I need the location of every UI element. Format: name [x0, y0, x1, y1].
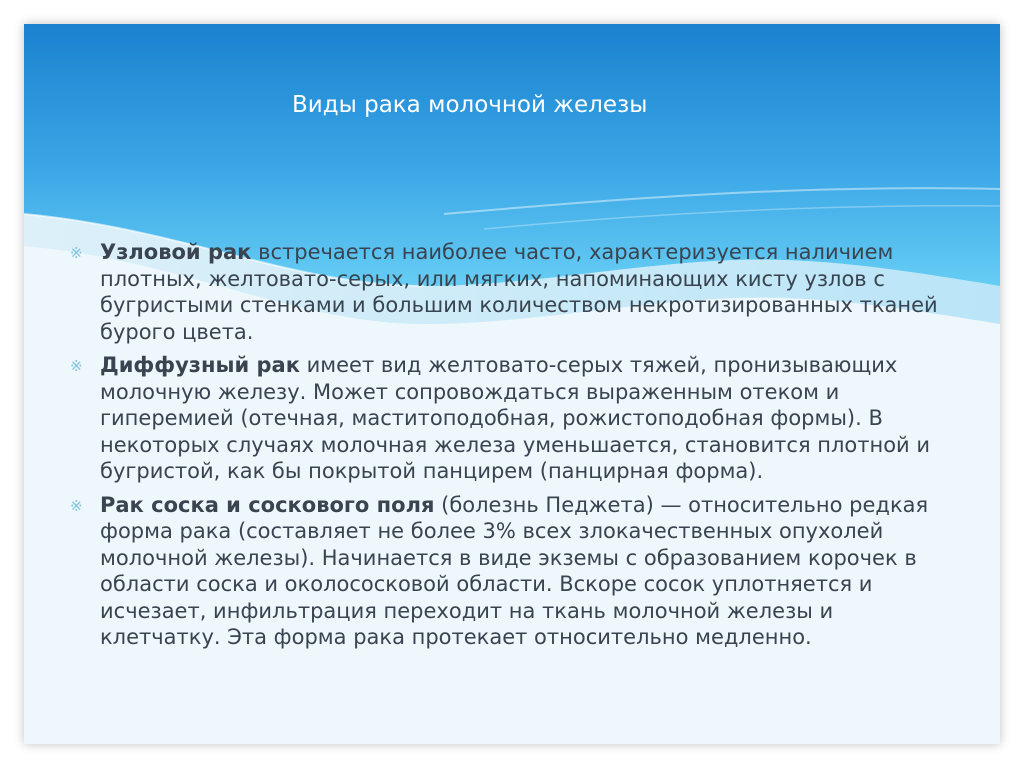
- asterism-bullet-icon: ※: [70, 496, 83, 515]
- bullet-list: [70, 239, 950, 658]
- asterism-bullet-icon: ※: [70, 357, 83, 375]
- bullet-item: [70, 352, 950, 485]
- bullet-term: Рак соска и соскового поля: [100, 492, 435, 517]
- bullet-text: встречается наиболее часто, характеризуется наличием плотных, желтовато-серых, или мягких, напоминающих кисту узлов с бугристыми стенками и большим количеством некротизированных тканей бурого цвета.: [100, 240, 938, 344]
- bullet-text: имеет вид желтовато-серых тяжей, пронизывающих молочную железу. Может сопровождаться выраженным отеком и гиперемией (отечная, маститоподобная, рожистоподобная формы). В некоторых случаях молочная железа уменьшается, становится плотной и бугристой, как бы покрытой панцирем (панцирная форма).: [100, 353, 931, 483]
- bullet-item: [70, 492, 950, 651]
- slide-title: Виды рака молочной железы: [292, 92, 648, 118]
- asterism-bullet-icon: ※: [70, 244, 83, 262]
- bullet-text: (болезнь Педжета) — относительно редкая форма рака (составляет не более 3% всех злокачественных опухолей молочной железы). Начинается в виде экземы с образованием корочек в области соска и околососковой области. Вскоре сосок уплотняется и исчезает, инфильтрация переходит на ткань молочной железы и клетчатку. Эта форма рака протекает относительно медленно.: [100, 492, 929, 649]
- slide: [24, 24, 1000, 744]
- bullet-term: Узловой рак: [100, 240, 252, 264]
- bullet-item: [70, 239, 950, 345]
- bullet-term: Диффузный рак: [100, 353, 300, 377]
